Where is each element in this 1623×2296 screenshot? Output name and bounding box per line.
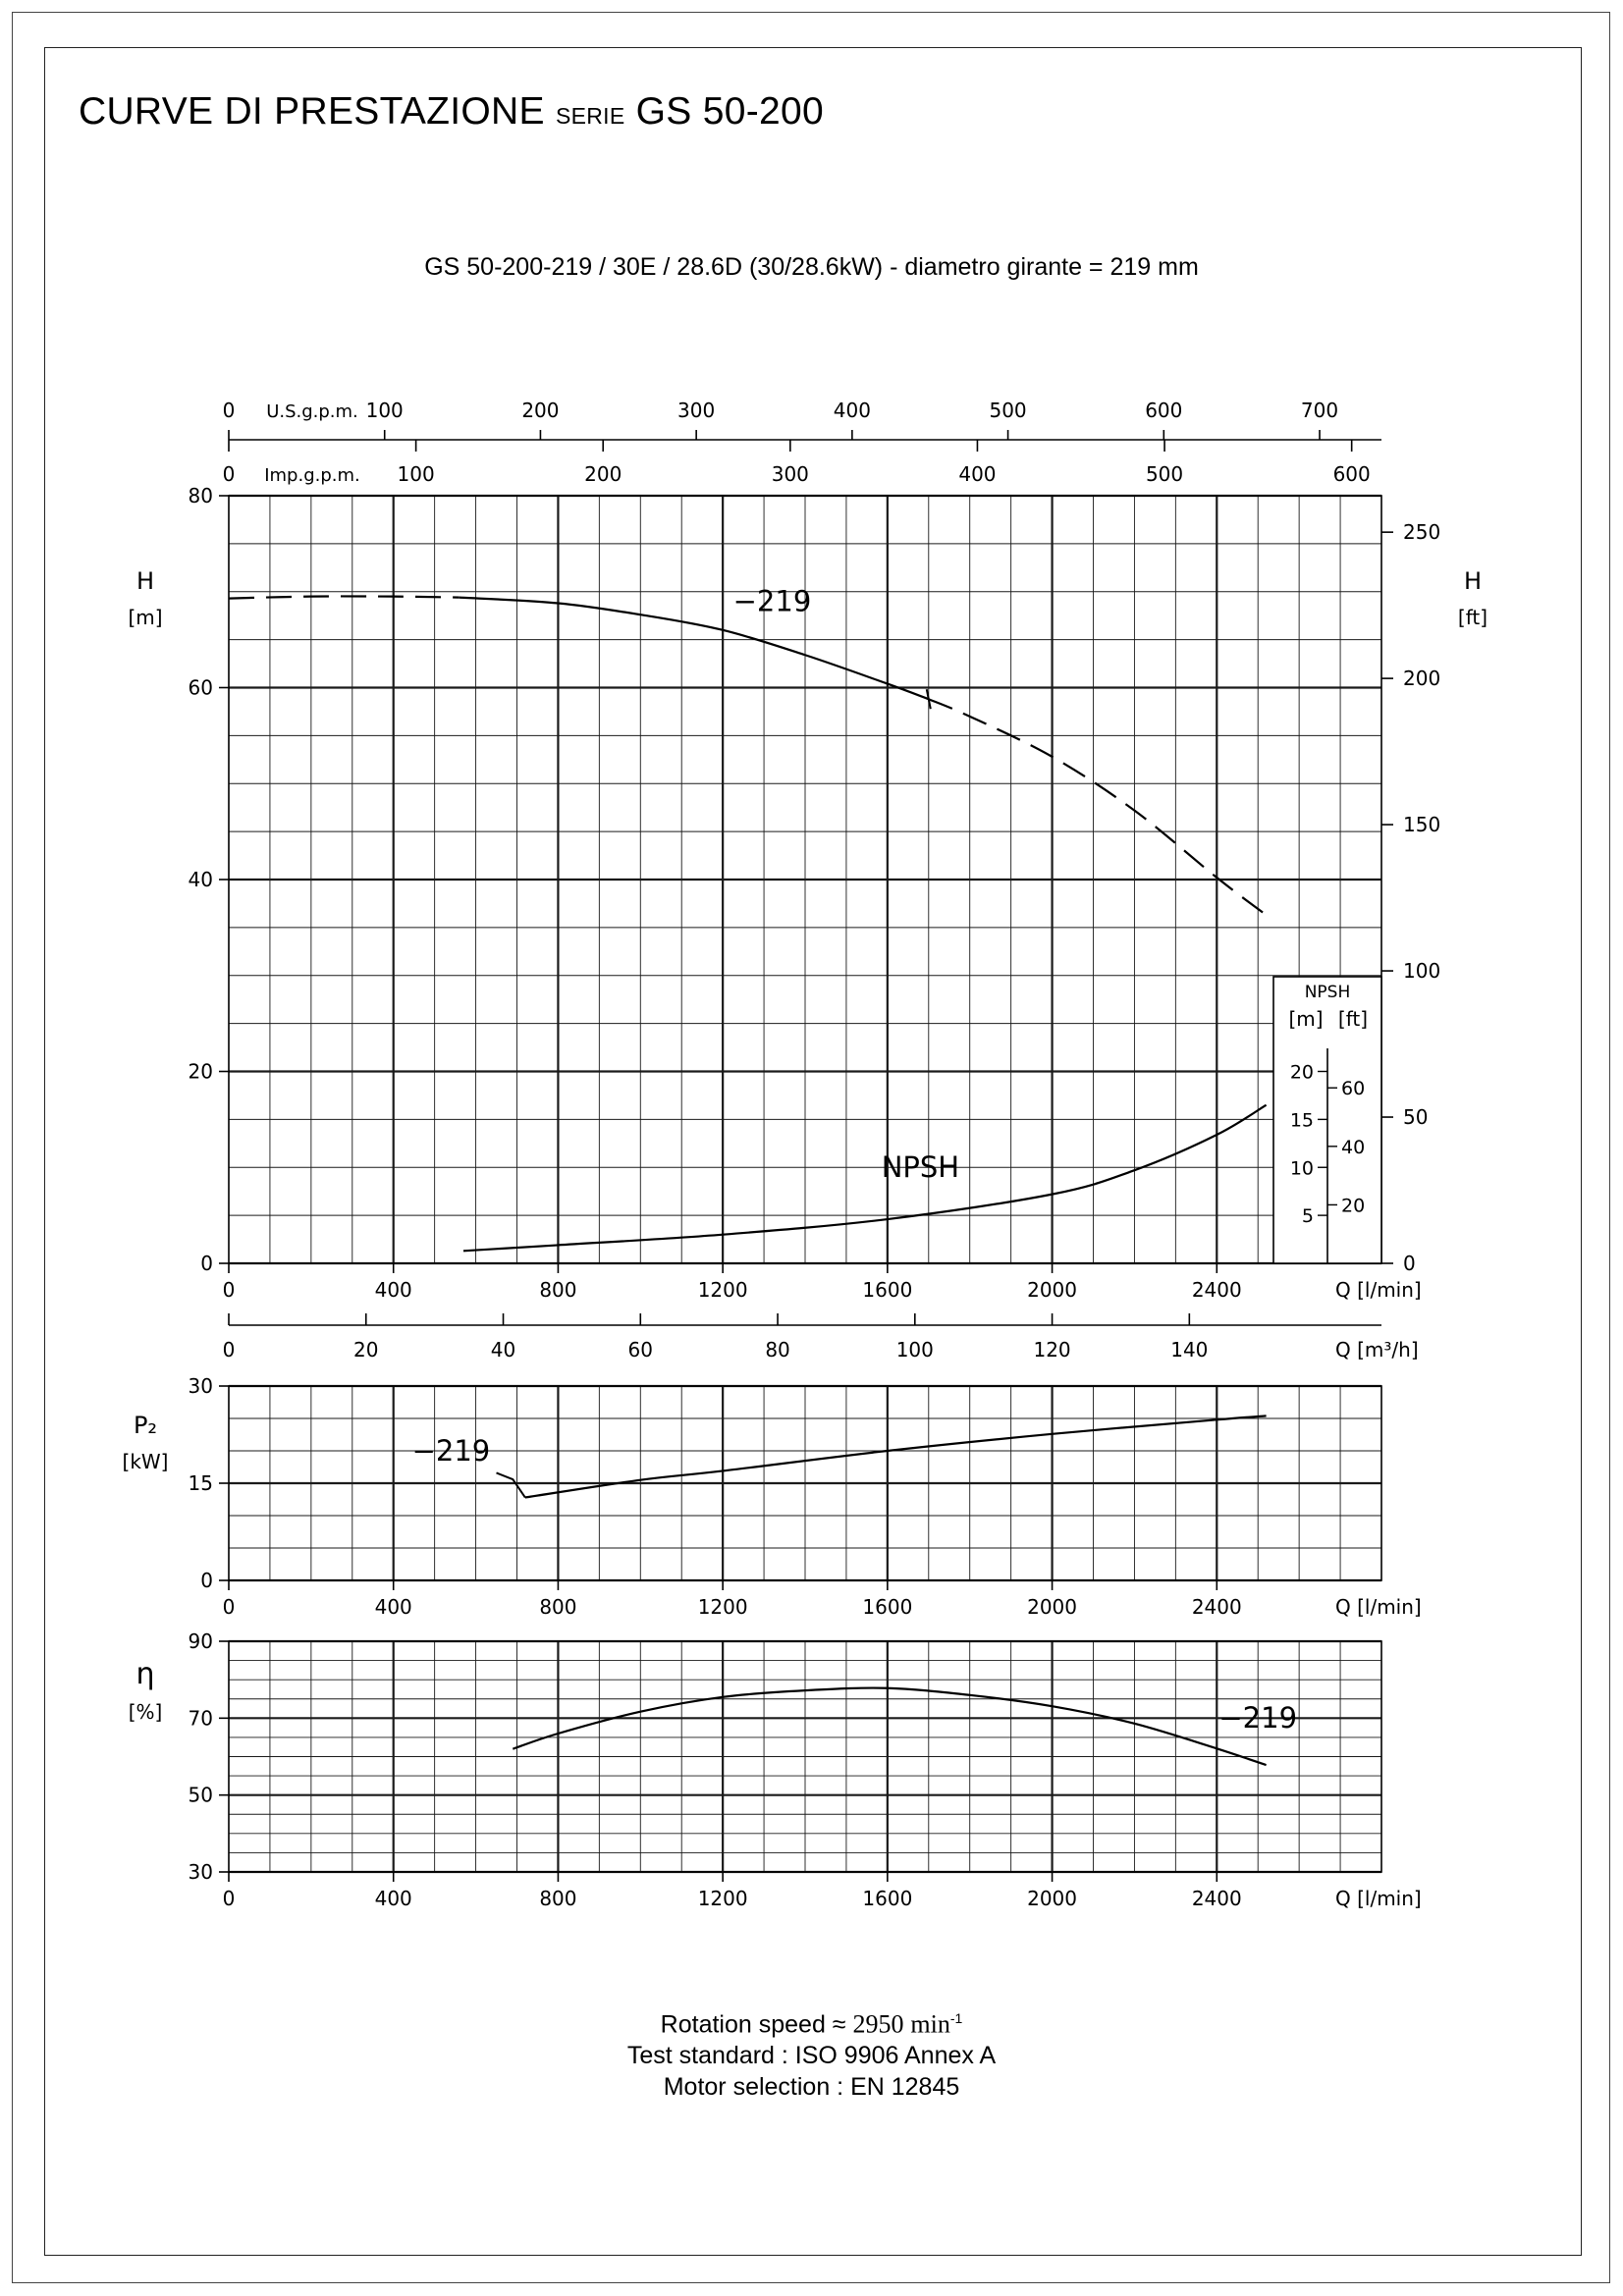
y-tick-label: 80: [188, 484, 213, 507]
m3h-tick-label: 80: [765, 1338, 790, 1362]
curve-label: −219: [411, 1433, 491, 1468]
x-tick-label: 2000: [1027, 1278, 1078, 1302]
impgpm-tick-label: 400: [958, 462, 997, 486]
npsh-curve: [463, 1105, 1267, 1252]
npsh-scale-title: NPSH: [1304, 983, 1351, 1002]
m3h-tick-label: 20: [353, 1338, 379, 1362]
x-tick-label: 2000: [1027, 1887, 1078, 1910]
y2-tick-label: 100: [1403, 959, 1441, 984]
m3h-tick-label: 140: [1170, 1338, 1209, 1362]
usgpm-axis-label: U.S.g.p.m.: [266, 401, 358, 422]
rotation-speed-prefix: Rotation speed ≈: [660, 2010, 846, 2039]
y2-tick-label: 50: [1403, 1105, 1429, 1130]
x-tick-label: 2400: [1191, 1595, 1242, 1619]
y2-tick-label: 250: [1403, 520, 1441, 545]
impgpm-tick-label: 100: [397, 462, 435, 486]
x-tick-label: 1600: [862, 1278, 913, 1302]
m3h-tick-label: 100: [895, 1338, 934, 1362]
usgpm-tick-label: 400: [833, 399, 871, 422]
curve-219: [929, 699, 1267, 915]
usgpm-tick-label: 0: [222, 399, 236, 422]
x-tick-label: 800: [539, 1278, 577, 1302]
x-tick-label: 2400: [1191, 1887, 1242, 1910]
y-tick-label: 70: [188, 1706, 213, 1731]
curve-label: NPSH: [881, 1150, 960, 1185]
y-axis-unit: [m]: [128, 606, 163, 629]
x-tick-label: 400: [374, 1595, 412, 1619]
y-tick-label: 20: [188, 1059, 213, 1084]
y-axis-label: η: [135, 1657, 155, 1691]
y-tick-label: 30: [188, 1860, 213, 1884]
rotation-speed-exp: -1: [949, 2010, 963, 2026]
x-tick-label: 0: [222, 1278, 236, 1302]
x-tick-label: 800: [539, 1887, 577, 1910]
x-tick-label: 1200: [697, 1595, 748, 1619]
impgpm-axis-label: Imp.g.p.m.: [264, 465, 360, 486]
m3h-tick-label: 120: [1033, 1338, 1071, 1362]
impgpm-tick-label: 200: [584, 462, 622, 486]
x-tick-label: 1600: [862, 1887, 913, 1910]
y2-axis-label: H: [1463, 567, 1483, 595]
title-model: GS 50-200: [635, 90, 824, 133]
npsh-ft-tick-label: 20: [1341, 1195, 1366, 1217]
impgpm-tick-label: 600: [1332, 462, 1371, 486]
x-axis-label: Q [l/min]: [1335, 1278, 1422, 1302]
y2-tick-label: 200: [1403, 667, 1441, 691]
y-tick-label: 0: [200, 1252, 213, 1275]
y-axis-unit: [%]: [128, 1700, 163, 1724]
npsh-ft-tick-label: 60: [1341, 1078, 1366, 1100]
curve-219: [229, 596, 460, 598]
impgpm-tick-label: 300: [771, 462, 809, 486]
m3h-tick-label: 60: [627, 1338, 654, 1362]
efficiency-panel: [219, 1641, 1381, 1882]
rotation-speed-unit: min: [910, 2009, 950, 2039]
curve-219: [460, 598, 929, 700]
y-tick-label: 40: [188, 868, 213, 891]
usgpm-tick-label: 200: [521, 399, 560, 422]
y-tick-label: 90: [188, 1629, 213, 1653]
y-axis-unit: [kW]: [122, 1450, 169, 1473]
x-tick-label: 1600: [862, 1595, 913, 1619]
x-axis-label: Q [l/min]: [1335, 1887, 1422, 1910]
footer-notes: [0, 2002, 1623, 2103]
x-tick-label: 0: [222, 1887, 236, 1910]
y-axis-label: P₂: [133, 1412, 158, 1439]
rotation-speed-line: [0, 2002, 1623, 2040]
m3h-tick-label: 0: [222, 1338, 236, 1362]
curve-219: [513, 1688, 1266, 1766]
x-tick-label: 2000: [1027, 1595, 1078, 1619]
y2-tick-label: 0: [1403, 1252, 1416, 1275]
npsh-m-tick-label: 20: [1289, 1061, 1314, 1084]
npsh-scale-unit-ft: [ft]: [1337, 1007, 1369, 1031]
m3h-tick-label: 40: [490, 1338, 516, 1362]
curve-219: [525, 1415, 1267, 1497]
npsh-ft-tick-label: 40: [1341, 1136, 1366, 1158]
test-standard: Test standard : ISO 9906 Annex A: [626, 2042, 997, 2070]
npsh-m-tick-label: 10: [1289, 1157, 1314, 1180]
y-tick-label: 60: [188, 675, 213, 700]
usgpm-tick-label: 300: [677, 399, 716, 422]
x-axis-label: Q [l/min]: [1335, 1595, 1422, 1619]
x-tick-label: 400: [374, 1887, 412, 1910]
y2-axis-unit: [ft]: [1457, 606, 1488, 629]
curve-label: −219: [732, 584, 812, 618]
curve-label: −219: [1218, 1701, 1298, 1735]
y2-tick-label: 150: [1403, 813, 1441, 837]
motor-selection: Motor selection : EN 12845: [663, 2073, 960, 2102]
x-tick-label: 1200: [697, 1278, 748, 1302]
x-tick-label: 1200: [697, 1887, 748, 1910]
npsh-m-tick-label: 5: [1301, 1205, 1314, 1228]
usgpm-tick-label: 500: [989, 399, 1027, 422]
y-tick-label: 0: [200, 1569, 213, 1592]
x-tick-label: 800: [539, 1595, 577, 1619]
npsh-scale-unit-m: [m]: [1288, 1007, 1324, 1031]
impgpm-tick-label: 500: [1145, 462, 1184, 486]
impgpm-tick-label: 0: [222, 462, 236, 486]
title-serie: SERIE: [555, 103, 625, 129]
y-axis-label: H: [135, 567, 155, 595]
rotation-speed-value: 2950: [852, 2009, 904, 2039]
power-panel: [219, 1386, 1381, 1590]
power-label-leader: [497, 1472, 525, 1497]
usgpm-tick-label: 100: [365, 399, 404, 422]
y-tick-label: 15: [188, 1471, 213, 1495]
y-tick-label: 50: [188, 1783, 213, 1807]
npsh-m-tick-label: 15: [1289, 1109, 1314, 1132]
m3h-axis-label: Q [m³/h]: [1335, 1338, 1419, 1362]
x-tick-label: 0: [222, 1595, 236, 1619]
x-tick-label: 400: [374, 1278, 412, 1302]
usgpm-tick-label: 700: [1300, 399, 1339, 422]
usgpm-tick-label: 600: [1145, 399, 1183, 422]
y-tick-label: 30: [188, 1374, 213, 1398]
x-tick-label: 2400: [1191, 1278, 1242, 1302]
chart-subtitle: GS 50-200-219 / 30E / 28.6D (30/28.6kW) - diametro girante = 219 mm: [424, 253, 1199, 281]
title-main: CURVE DI PRESTAZIONE: [79, 90, 545, 133]
